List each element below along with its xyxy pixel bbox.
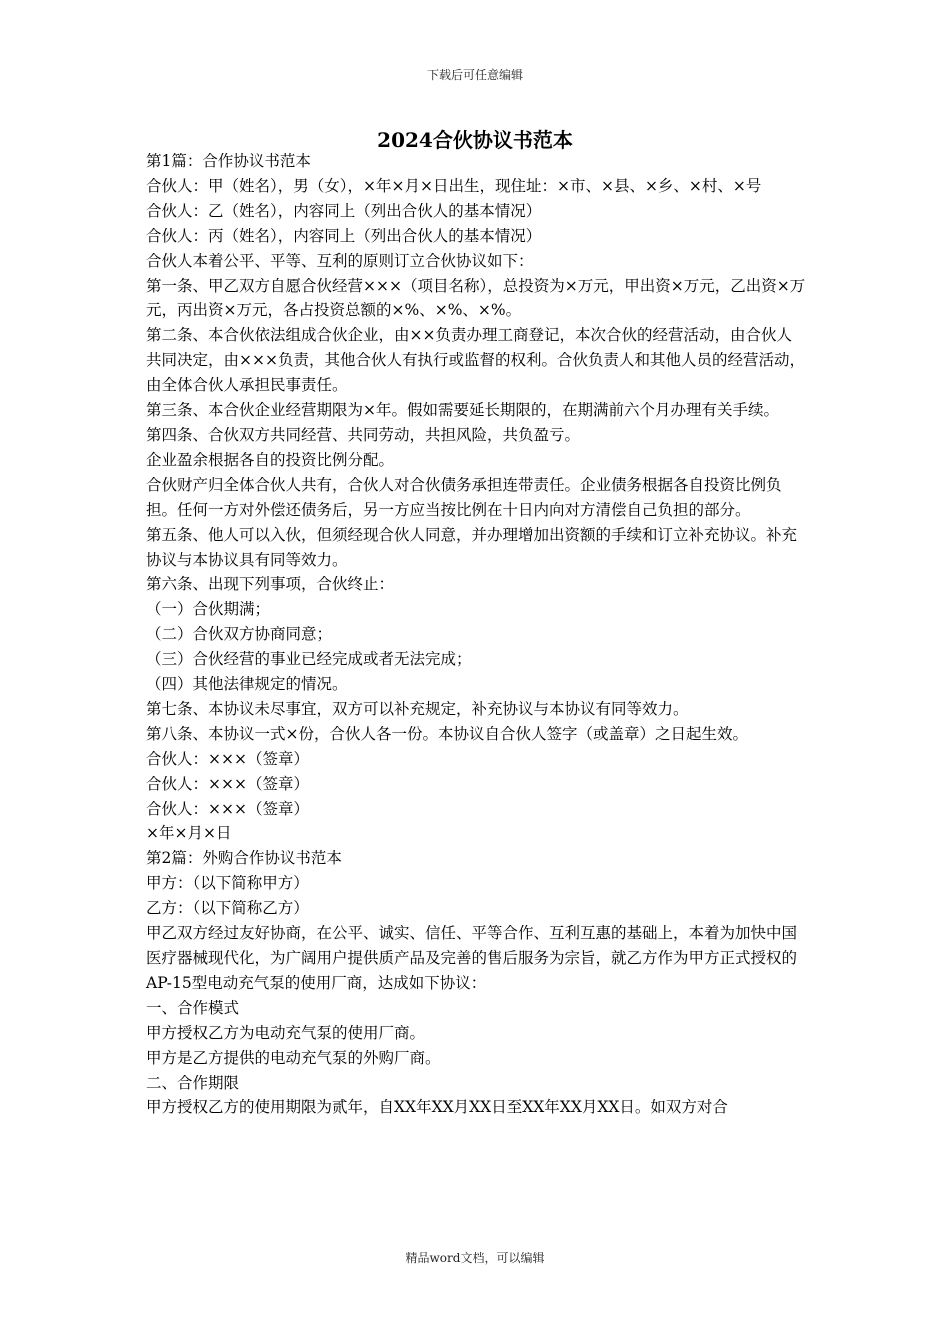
paragraph: ×年×月×日 bbox=[146, 824, 232, 843]
document-body bbox=[146, 149, 806, 1120]
paragraph: （三）合伙经营的事业已经完成或者无法完成； bbox=[146, 650, 472, 669]
paragraph: （四）其他法律规定的情况。 bbox=[146, 675, 348, 694]
paragraph: 乙方：（以下简称乙方） bbox=[146, 899, 309, 918]
paragraph: 合伙人：丙（姓名），内容同上（列出合伙人的基本情况） bbox=[146, 226, 542, 245]
paragraph: 合伙人：×××（签章） bbox=[146, 799, 309, 818]
paragraph: （二）合伙双方协商同意； bbox=[146, 625, 333, 644]
paragraph: 合伙人：×××（签章） bbox=[146, 774, 309, 793]
paragraph: 甲方授权乙方为电动充气泵的使用厂商。 bbox=[146, 1023, 426, 1042]
paragraph: 第七条、本协议未尽事宜，双方可以补充规定，补充协议与本协议有同等效力。 bbox=[146, 699, 689, 718]
paragraph: 一、合作模式 bbox=[146, 998, 240, 1017]
page-footer: 精品word文档，可以编辑 bbox=[405, 1251, 545, 1265]
paragraph: 第二条、本合伙依法组成合伙企业，由××负责办理工商登记，本次合伙的经营活动，由合伙人共同决定，由×××负责，其他合伙人有执行或监督的权利。合伙负责人和其他人员的经营活动，由全体合伙人承担民事责任。 bbox=[146, 326, 805, 395]
paragraph: 甲乙双方经过友好协商，在公平、诚实、信任、平等合作、互利互惠的基础上，本着为加快中国医疗器械现代化，为广阔用户提供质产品及完善的售后服务为宗旨，就乙方作为甲方正式授权的AP-15型电动充气泵的使用厂商，达成如下协议： bbox=[146, 924, 798, 992]
paragraph: 合伙财产归全体合伙人共有，合伙人对合伙债务承担连带责任。企业债务根据各自投资比例负担。任何一方对外偿还债务后，另一方应当按比例在十日内向对方清偿自己负担的部分。 bbox=[146, 475, 782, 519]
paragraph: 企业盈余根据各自的投资比例分配。 bbox=[146, 450, 395, 469]
paragraph: 第五条、他人可以入伙，但须经现合伙人同意，并办理增加出资额的手续和订立补充协议。补充协议与本协议具有同等效力。 bbox=[146, 525, 798, 569]
paragraph: 第三条、本合伙企业经营期限为×年。假如需要延长期限的，在期满前六个月办理有关手续。 bbox=[146, 401, 779, 420]
paragraph: 甲方授权乙方的使用期限为贰年，自XX年XX月XX日至XX年XX月XX日。如双方对合 bbox=[146, 1098, 728, 1117]
paragraph: 二、合作期限 bbox=[146, 1073, 240, 1092]
paragraph: 合伙人：乙（姓名），内容同上（列出合伙人的基本情况） bbox=[146, 201, 542, 220]
paragraph: 甲方：（以下简称甲方） bbox=[146, 874, 309, 893]
paragraph: 第1篇：合作协议书范本 bbox=[146, 152, 311, 170]
paragraph: 甲方是乙方提供的电动充气泵的外购厂商。 bbox=[146, 1048, 441, 1067]
paragraph: （一）合伙期满； bbox=[146, 600, 271, 619]
paragraph: 合伙人：×××（签章） bbox=[146, 749, 309, 768]
document-title: 2024合伙协议书范本 bbox=[377, 128, 573, 152]
paragraph: 第六条、出现下列事项，合伙终止： bbox=[146, 575, 395, 594]
paragraph: 合伙人：甲（姓名），男（女），×年×月×日出生，现住址：×市、×县、×乡、×村、×号 bbox=[146, 176, 762, 195]
paragraph: 第一条、甲乙双方自愿合伙经营×××（项目名称），总投资为×万元，甲出资×万元，乙出资×万元，丙出资×万元，各占投资总额的×%、×%、×%。 bbox=[146, 276, 806, 320]
paragraph: 第2篇：外购合作协议书范本 bbox=[146, 849, 342, 868]
page-header: 下载后可任意编辑 bbox=[426, 68, 523, 82]
paragraph: 第八条、本协议一式×份，合伙人各一份。本协议自合伙人签字（或盖章）之日起生效。 bbox=[146, 724, 748, 743]
paragraph: 合伙人本着公平、平等、互利的原则订立合伙协议如下： bbox=[146, 251, 534, 270]
paragraph: 第四条、合伙双方共同经营、共同劳动，共担风险，共负盈亏。 bbox=[146, 425, 581, 444]
